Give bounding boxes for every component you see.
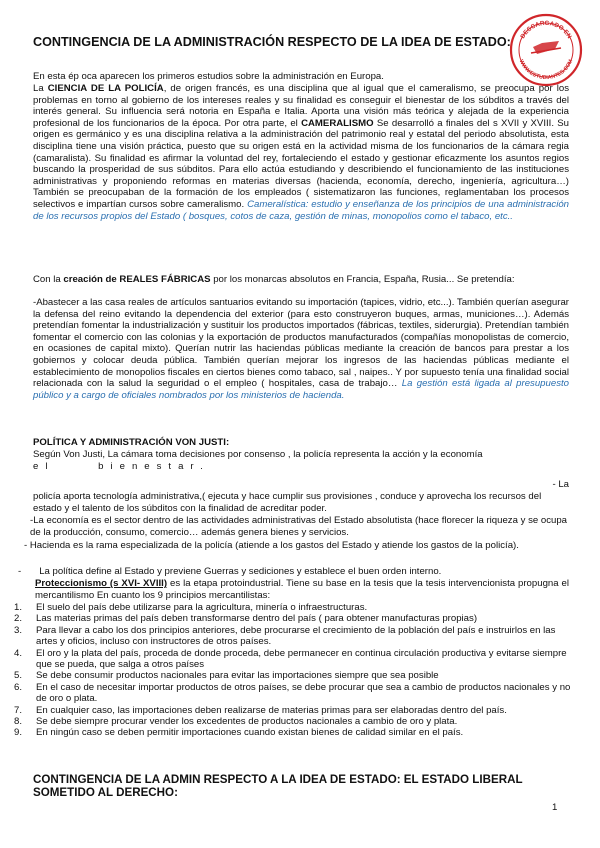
stamp-top-text: DESCARGADO EN (519, 19, 573, 40)
fabricas-paragraph (33, 274, 569, 286)
justi-p1: Según Von Justi, La cámara toma decisiones por consenso , la policía representa la acción y la economía (33, 449, 483, 460)
policia-text: , de origen francés, es una disciplina que al igual que el cameralismo, se preocupa por los problemas en torno al gobierno de los intereses reales y su finalidad es conseguir el bienestar de los súbditos a través del interés general. Su influencia será notoria en España e Italia. Aporta una visión más teórica y alejada de la experiencia profesional de los funcionarios de la época. Por otra parte, el (33, 83, 569, 129)
fabricas-pre: Con la (33, 274, 64, 285)
list-item (14, 602, 574, 613)
list-item (14, 670, 574, 681)
abastecer-text: -Abastecer a las casa reales de artículos santuarios evitando su importación (tapices, vidrio, etc...). También querían asegurar la defensa del reino evitando la dependencia del exterior (para esto construyeron buques, armas, municiones…). Además pretendían fomentar la industrialización y sustituir los productos importados (fábricas, textiles, siderurgia). Pretendían también fomentar el comercio con las colonias y la exportación de productos manufacturados (compañías monopolistas de comercio, en ocasiones de capital mixto). Querían nutrir las haciendas públicas mediante la creación de bancos para prestar a los gobiernos y colocar deuda pública. También querían mejorar los ingresos de las haciendas públicas mediante el establecimiento de monopolios fiscales en ciertos bienes como tabaco, sal , naipes.. Y por supuesto tenía una finalidad social relacionada con la salud la seguridad o el empleo ( hospitales, casa de trabajo… (33, 297, 569, 390)
list-item (14, 727, 574, 738)
cameralismo-text: Se desarrolló a finales del s XVII y XVIII. Su origen es germánico y es una disciplina relativa a la administración del patrimonio real y estatal del periodo absolutista, esta disciplina tiene una visión práctica, puesto que su origen está en la actividad misma de los funcionarios de la cámara regia (camaralista). Su finalidad es afirmar la voluntad del rey, fortaleciendo el estado y gestionar eficazmente los asuntos regios buscando la prosperidad de sus súbditos. Para ello actúa estudiando y describiendo el funcionamiento de las instituciones administrativas y proponiendo reformas en materias diversas (hacienda, economía, derecho, ingeniería, agricultura…) También se preocupaban de la formación de los empleados ( sistematizaron las funciones, reglamentaban los procesos selectivos e impartían cursos sobre cameralismo. (33, 117, 569, 210)
principios-list (14, 602, 574, 739)
fabricas-term: creación de REALES FÁBRICAS (63, 274, 211, 285)
list-item-number: 9. (14, 727, 23, 739)
list-item-number: 5. (14, 670, 23, 682)
abastecer-paragraph (33, 297, 569, 401)
list-item-number: 6. (14, 681, 23, 693)
list-item-text: Se debe siempre procurar vender los excedentes de productos nacionales a cambio de oro y plata. (36, 716, 458, 728)
justi-p5 (18, 566, 570, 578)
list-item-text: El suelo del país debe utilizarse para la agricultura, minería o infraestructuras. (36, 602, 368, 613)
justi-p1b-word1: el (33, 461, 55, 472)
list-item-number: 3. (14, 624, 23, 636)
justi-p2: policía aporta tecnología administrativa,( ejecuta y hace cumplir sus provisiones , conduce y aprovecha los recursos del estado y el talento de los súbditos con la finalidad de acreditar poder. (33, 491, 542, 514)
list-item (14, 716, 574, 727)
list-item-number: 8. (14, 716, 23, 728)
list-item (14, 613, 574, 624)
list-item-number: 1. (14, 602, 23, 613)
page-number: 1 (552, 802, 558, 813)
justi-p1b (33, 461, 569, 473)
policia-pre: La (33, 83, 48, 94)
stamp-bottom-text: WWW.ESTUDIANTES.COM (517, 58, 575, 82)
list-item-number: 4. (14, 647, 23, 659)
justi-heading: POLÍTICA Y ADMINISTRACIÓN VON JUSTI: (33, 437, 230, 448)
justi-p5-dash: - (18, 566, 22, 577)
list-item (14, 625, 574, 648)
policia-term: CIENCIA DE LA POLICÍA (47, 83, 164, 94)
list-item (14, 705, 574, 716)
list-item-text: Se debe consumir productos nacionales para evitar las importaciones siempre que sea posible (36, 670, 439, 682)
justi-p3: -La economía es el sector dentro de las actividades administrativas del Estado absolutista (hace florecer la riqueza y se ocupa de la producción, consumo, comercio… además genera bienes y servicios. (30, 515, 568, 538)
proteccionismo-text: es la etapa protoindustrial. Tiene su base en la tesis que la tesis intervencionista propugna el mercantilismo En cuanto los 9 principios mercantilistas: (35, 578, 569, 601)
list-item-text: En cualquier caso, las importaciones deben realizarse de materias primas para ser elaboradas dentro del país. (36, 704, 507, 716)
list-item-number: 2. (14, 613, 23, 625)
proteccionismo-term: Proteccionismo (s XVI- XVIII) (35, 578, 168, 589)
list-item-text: En el caso de necesitar importar productos de otros países, se debe procurar que sea a cambio de productos nacionales y no de oro o plata. (36, 681, 571, 705)
proteccionismo-paragraph (35, 578, 569, 601)
list-item-text: En ningún caso se deben permitir importaciones cuando existan bienes de calidad similar en el país. (36, 727, 464, 739)
intro-paragraph: En esta ép oca aparecen los primeros estudios sobre la administración en Europa. (33, 71, 384, 82)
final-heading: CONTINGENCIA DE LA ADMIN RESPECTO A LA IDEA DE ESTADO: EL ESTADO LIBERAL SOMETIDO AL DERECHO: (33, 773, 523, 799)
justi-p1b-word2: bienestar. (98, 461, 210, 472)
list-item-text: El oro y la plata del país, proceda de donde proceda, debe permanecer en continua circulación productiva y evitarse siempre que se pueda, que salga a otros países (36, 647, 567, 671)
policia-cameralismo-paragraph (33, 83, 569, 222)
fabricas-text: por los monarcas absolutos en Francia, España, Rusia... Se pretendía: (210, 274, 515, 285)
justi-p5-text: La política define al Estado y previene Guerras y sediciones y establece el buen orden interno. (39, 566, 442, 577)
page-title: CONTINGENCIA DE LA ADMINISTRACIÓN RESPECTO DE LA IDEA DE ESTADO: (33, 35, 511, 49)
cameralismo-term: CAMERALISMO (301, 117, 374, 129)
justi-p4: - Hacienda es la rama especializada de la policía (atiende a los gastos del Estado y atiende los gastos de la policía). (24, 540, 519, 551)
list-item-number: 7. (14, 704, 23, 716)
list-item-text: Las materias primas del país deben transformarse dentro del país ( para obtener manufacturas propias) (36, 613, 478, 625)
justi-p2-dash: - La (552, 479, 569, 490)
cameralistica-note: Cameralística: estudio y enseñanza de los principios de una administración de los recursos propios del Estado ( bosques, cotos de caza, gestión de minas, monopolios como el tabaco, etc.. (33, 198, 569, 222)
list-item (14, 682, 574, 705)
gestion-note: La gestión está ligada al presupuesto público y a cargo de oficiales nombrados por los ministerios de hacienda. (33, 378, 569, 401)
list-item-text: Para llevar a cabo los dos principios anteriores, debe procurarse el crecimiento de la población del país e instruirlos en las artes y oficios, incluso con instructores de otros países. (36, 624, 556, 648)
list-item (14, 648, 574, 671)
